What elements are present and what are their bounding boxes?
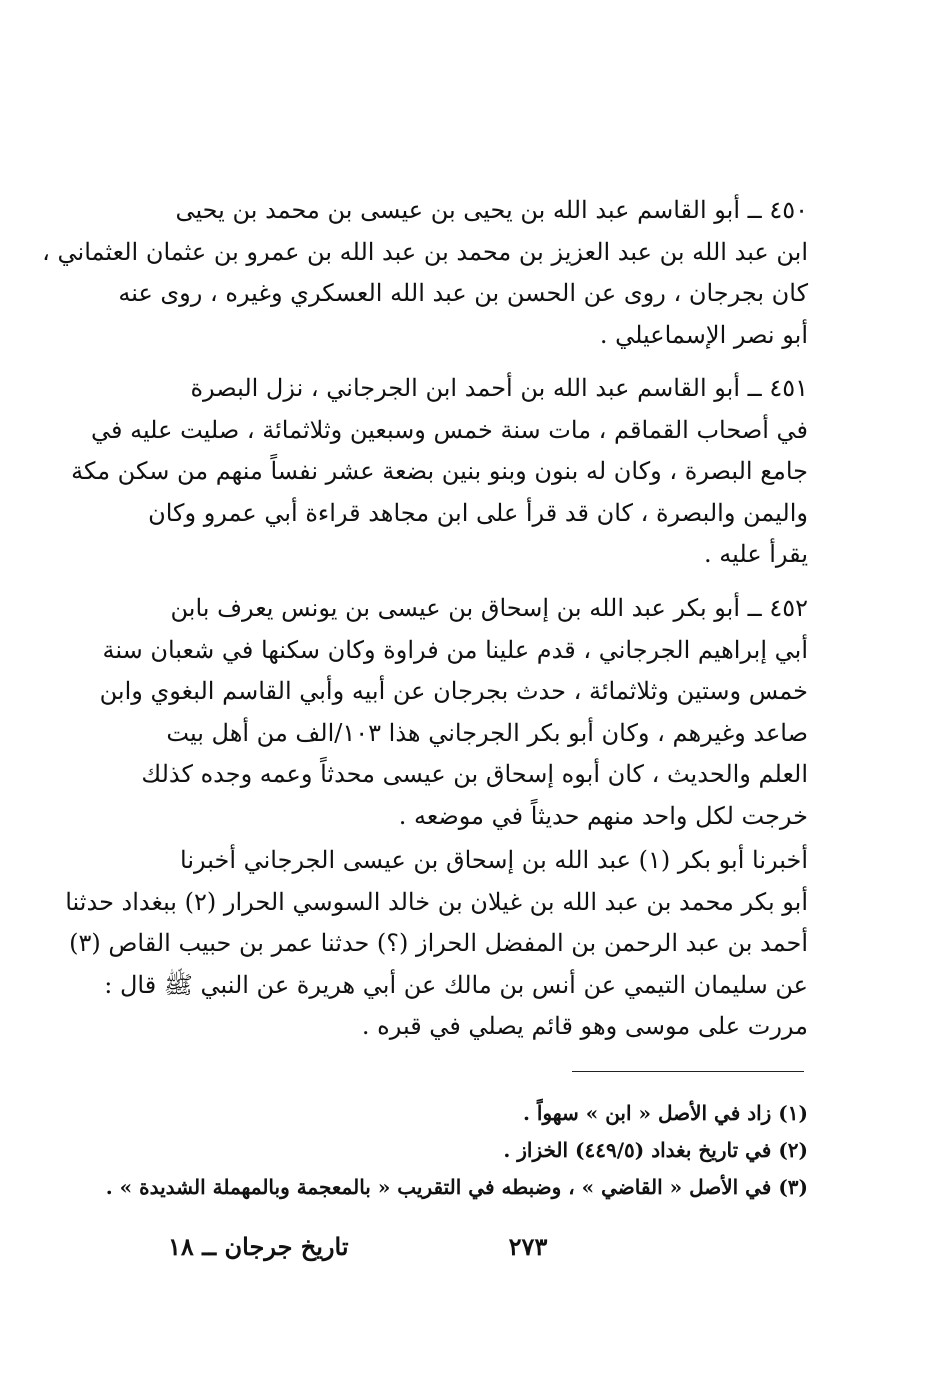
text-line: صاعد وغيرهم ، وكان أبو بكر الجرجاني هذا ١٠٣/الف من أهل بيت [166,718,808,747]
footnote-1: (١) زاد في الأصل « ابن » سهواً . [522,1101,808,1125]
text-line: واليمن والبصرة ، كان قد قرأ على ابن مجاهد قراءة أبي عمرو وكان [148,498,808,527]
text-line: خرجت لكل واحد منهم حديثاً في موضعه . [398,801,808,830]
isnad-paragraph [65,840,808,1048]
footnotes [105,1095,808,1206]
text-line: ابن عبد الله بن عبد العزيز بن محمد بن عبد الله بن عمرو بن عثمان العثماني ، [42,237,808,266]
running-footer-title: تاريخ جرجان ــ ١٨ [168,1232,349,1261]
text-line: مررت على موسى وهو قائم يصلي في قبره . [361,1012,808,1040]
text-line: ٤٥٢ ــ أبو بكر عبد الله بن إسحاق بن عيسى بن يونس يعرف بابن [170,594,808,622]
text-line: أحمد بن عبد الرحمن بن المفضل الحراز (؟) حدثنا عمر بن حبيب القاص (٣) [69,929,808,957]
text-line: أخبرنا أبو بكر (١) عبد الله بن إسحاق بن عيسى الجرجاني أخبرنا [180,846,808,874]
entry-450 [42,190,808,356]
page-footer [168,1232,808,1272]
text-line: في أصحاب القماقم ، مات سنة خمس وسبعين وثلاثمائة ، صليت عليه في [90,415,808,444]
footnote-3: (٣) في الأصل « القاضي » ، وضبطه في التقريب « بالمعجمة وبالمهملة الشديدة » . [105,1175,808,1199]
text-line: جامع البصرة ، وكان له بنون وبنو بنين بضعة عشر نفساً منهم من سكن مكة [71,457,808,485]
footnote-separator [572,1071,804,1072]
entry-452 [99,588,808,837]
text-line: خمس وستين وثلاثمائة ، حدث بجرجان عن أبيه وأبي القاسم البغوي وابن [99,677,808,705]
text-line: أبو نصر الإسماعيلي . [599,320,808,349]
text-line: ٤٥١ ــ أبو القاسم عبد الله بن أحمد ابن الجرجاني ، نزل البصرة [190,374,808,402]
text-line: أبي إبراهيم الجرجاني ، قدم علينا من فراوة وكان سكنها في شعبان سنة [102,635,808,664]
text-line: كان بجرجان ، روى عن الحسن بن عبد الله العسكري وغيره ، روى عنه [118,279,808,307]
text-line: العلم والحديث ، كان أبوه إسحاق بن عيسى محدثاً وعمه وجده كذلك [141,760,808,788]
entry-451 [71,368,808,576]
text-line: عن سليمان التيمي عن أنس بن مالك عن أبي هريرة عن النبي ﷺ قال : [104,970,808,999]
text-line: أبو بكر محمد بن عبد الله بن غيلان بن خالد السوسي الحرار (٢) ببغداد حدثنا [65,887,808,916]
text-line: يقرأ عليه . [704,540,808,568]
text-line: ٤٥٠ ــ أبو القاسم عبد الله بن يحيى بن عيسى بن محمد بن يحيى [175,196,808,224]
footnote-2: (٢) في تاريخ بغداد (٤٤٩/٥) الخزاز . [503,1138,808,1162]
page-number: ٢٧٣ [508,1232,548,1261]
